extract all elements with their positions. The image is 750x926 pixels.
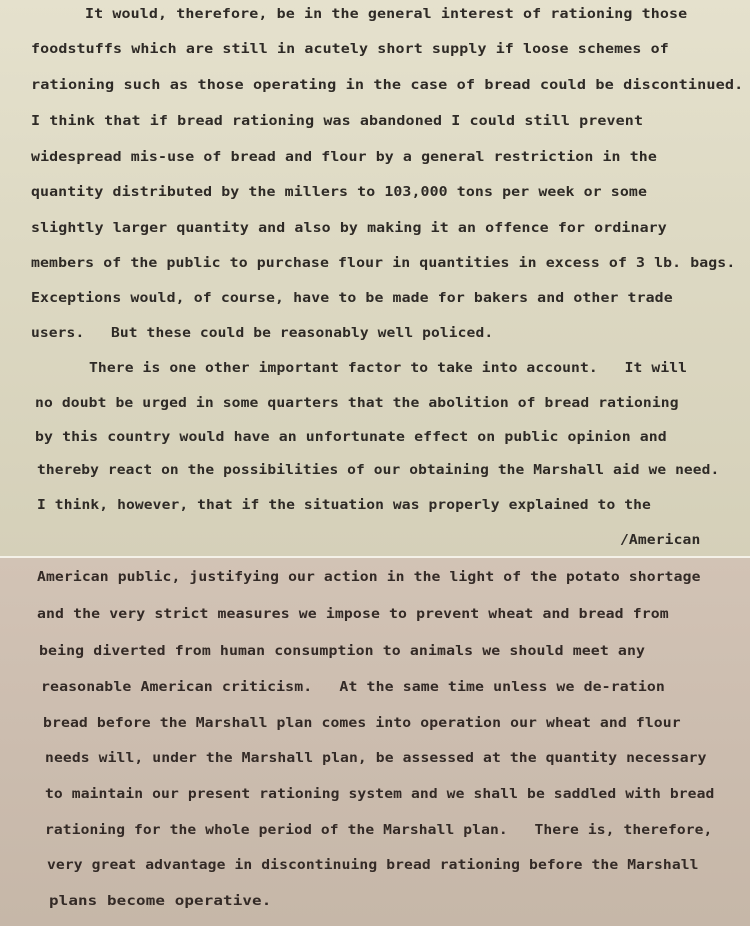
text-line: rationing such as those operating in the case of bread could be discontinued. — [31, 78, 744, 93]
text-line: foodstuffs which are still in acutely short supply if loose schemes of — [31, 42, 669, 57]
text-line: bread before the Marshall plan comes into operation our wheat and flour — [43, 716, 681, 731]
text-line: thereby react on the possibilities of our obtaining the Marshall aid we need. — [37, 463, 720, 478]
text-line: I think, however, that if the situation was properly explained to the — [37, 498, 651, 513]
text-line: rationing for the whole period of the Marshall plan. There is, therefore, — [45, 823, 713, 838]
text-line: quantity distributed by the millers to 103,000 tons per week or some — [31, 185, 648, 200]
text-line: I think that if bread rationing was abandoned I could still prevent — [31, 114, 644, 129]
text-line: There is one other important factor to take into account. It will — [89, 361, 688, 376]
text-line: Exceptions would, of course, have to be made for bakers and other trade — [31, 291, 673, 306]
text-line: It would, therefore, be in the general interest of rationing those — [85, 7, 688, 22]
text-line: users. But these could be reasonably well policed. — [31, 326, 494, 341]
text-line: American public, justifying our action in the light of the potato shortage — [37, 570, 701, 585]
catchword: /American — [620, 533, 701, 548]
text-line: widespread mis-use of bread and flour by a general restriction in the — [31, 150, 657, 165]
text-line: plans become operative. — [49, 894, 272, 909]
text-line: needs will, under the Marshall plan, be assessed at the quantity necessary — [45, 751, 707, 766]
text-line: no doubt be urged in some quarters that the abolition of bread rationing — [35, 396, 679, 411]
text-line: being diverted from human consumption to animals we should meet any — [39, 644, 646, 659]
text-line: members of the public to purchase flour in quantities in excess of 3 lb. bags. — [31, 256, 736, 271]
text-line: and the very strict measures we impose to prevent wheat and bread from — [37, 607, 669, 622]
text-line: by this country would have an unfortunate effect on public opinion and — [35, 430, 667, 445]
typed-page-bottom — [0, 558, 750, 926]
text-line: to maintain our present rationing system and we shall be saddled with bread — [45, 787, 715, 802]
text-line: reasonable American criticism. At the same time unless we de-ration — [41, 680, 665, 695]
text-line: very great advantage in discontinuing bread rationing before the Marshall — [47, 858, 699, 873]
text-line: slightly larger quantity and also by making it an offence for ordinary — [31, 221, 667, 236]
